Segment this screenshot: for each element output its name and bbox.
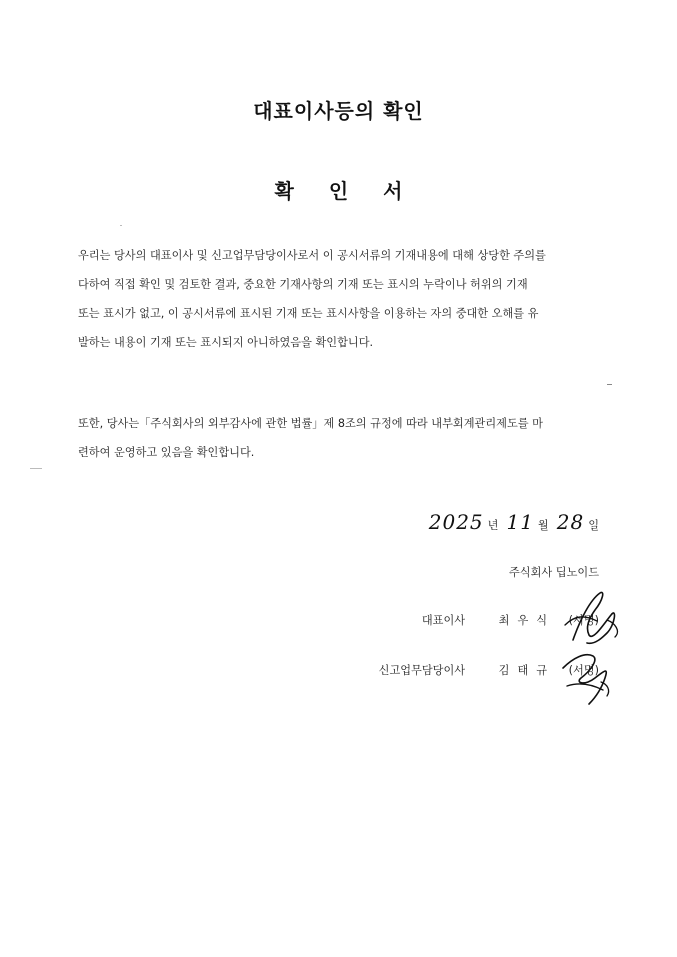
scan-speck [30,468,42,469]
signatory-role: 신고업무담당이사 [378,664,466,677]
handwritten-signature-officer [545,638,625,708]
signature-mark-label: (서명) [568,664,599,677]
scan-speck [607,384,612,385]
signature-date [429,510,599,534]
paragraph-line: 또는 표시가 없고, 이 공시서류에 표시된 기재 또는 표시사항을 이용하는 자의 중대한 오해를 유 [78,307,539,320]
date-year: 2025 [428,510,484,534]
document-title: 대표이사등의 확인 [253,99,424,123]
signatory-name: 김태규 [498,664,556,677]
date-month: 11 [506,510,534,534]
paragraph-line: 다하여 직접 확인 및 검토한 결과, 중요한 기재사항의 기재 또는 표시의 누락이나 허위의 기재 [78,278,528,291]
paragraph-line: 우리는 당사의 대표이사 및 신고업무담당이사로서 이 공시서류의 기재내용에 대해 상당한 주의를 [78,249,546,262]
company-name: 주식회사 딥노이드 [508,566,599,579]
document-subtitle: 확 인 서 [274,179,417,203]
scan-speck [120,225,122,226]
paragraph-line: 발하는 내용이 기재 또는 표시되지 아니하였음을 확인합니다. [78,336,374,349]
date-day: 28 [556,510,585,534]
paragraph-line: 련하여 운영하고 있음을 확인합니다. [78,446,255,459]
date-day-unit: 일 [588,519,599,532]
signatory-role: 대표이사 [421,614,466,627]
paragraph-line: 또한, 당사는「주식회사의 외부감사에 관한 법률」제 8조의 규정에 따라 내부회계관리제도를 마 [78,417,543,430]
date-month-unit: 월 [537,519,549,532]
internal-control-paragraph [78,409,603,467]
date-year-unit: 년 [487,519,499,532]
signatory-name: 최우식 [498,614,556,627]
signature-mark-label: (서명) [568,614,599,627]
confirmation-paragraph [78,241,603,357]
